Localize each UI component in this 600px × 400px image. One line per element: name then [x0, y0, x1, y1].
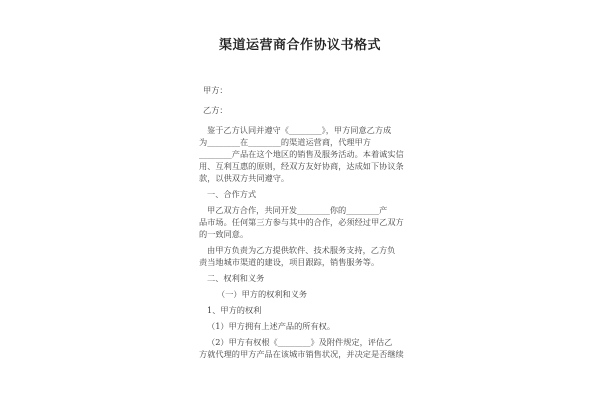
subsection-heading: （一）甲方的权利和义务: [217, 289, 308, 299]
paragraph-line: 由甲方负责为乙方提供软件、技术服务支持，乙方负: [207, 245, 396, 255]
paragraph-line: ________产品在这个地区的销售及服务活动。本着诚实信: [199, 149, 404, 159]
paragraph-line: 的一致同意。: [199, 229, 249, 239]
paragraph-line: 方就代理的甲方产品在该城市销售状况，并决定是否继续: [199, 349, 404, 359]
party-b-line: 乙方：: [203, 105, 228, 115]
paragraph-line: 鉴于乙方认同并遵守《________》，甲方同意乙方成: [207, 125, 392, 135]
paragraph-line: 为________在________的渠道运营商，代理甲方: [199, 137, 371, 147]
paragraph-line: 品市场。任何第三方参与其中的合作，必须经过甲乙双方: [199, 217, 404, 227]
paragraph-line: 款，以供双方共同遵守。: [199, 173, 290, 183]
paragraph-line: 用、互利互惠的原则，经双方友好协商，达成如下协议条: [199, 161, 404, 171]
paragraph-line: （1）甲方拥有上述产品的所有权。: [207, 321, 336, 331]
section-heading: 二、权利和义务: [207, 273, 265, 283]
party-a-line: 甲方：: [203, 85, 228, 95]
section-heading: 一、合作方式: [207, 189, 257, 199]
paragraph-line: （2）甲方有权根《________》及附件规定，评估乙: [207, 337, 393, 347]
paragraph-line: 责当地城市渠道的建设，项目跟踪，销售服务等。: [199, 257, 380, 267]
document-body: [199, 80, 414, 360]
paragraph-line: 甲乙双方合作，共同开发________你的________产: [207, 205, 388, 215]
subsection-heading: 1、甲方的权利: [207, 305, 262, 315]
document-title: 渠道运营商合作协议书格式: [218, 38, 381, 53]
